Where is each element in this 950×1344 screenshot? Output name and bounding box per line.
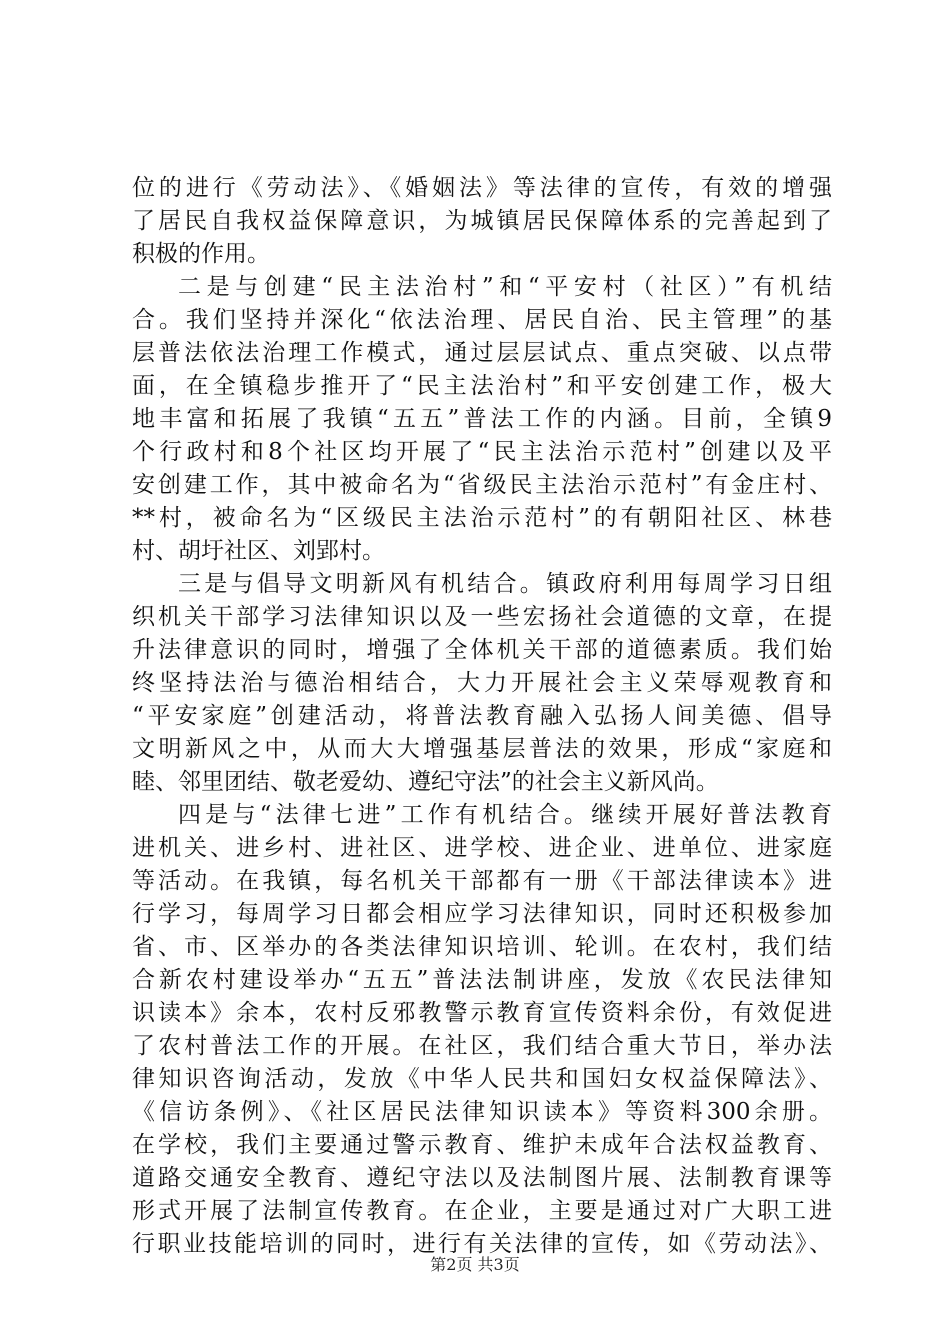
text-line: 行职业技能培训的同时，进行有关法律的宣传，如《劳动法》、 xyxy=(132,1231,832,1257)
text-line: 识读本》余本，农村反邪教警示教育宣传资料余份，有效促进 xyxy=(132,1000,832,1026)
text-line: 四是与“法律七进”工作有机结合。继续开展好普法教育 xyxy=(178,802,832,828)
text-line: 二是与创建“民主法治村”和“平安村（社区）”有机结 xyxy=(178,274,832,300)
text-line: 进机关、进乡村、进社区、进学校、进企业、进单位、进家庭 xyxy=(132,835,832,861)
text-line: 道路交通安全教育、遵纪守法以及法制图片展、法制教育课等 xyxy=(132,1165,832,1191)
text-line: 个行政村和8个社区均开展了“民主法治示范村”创建以及平 xyxy=(132,439,832,465)
text-line: 形式开展了法制宣传教育。在企业，主要是通过对广大职工进 xyxy=(132,1198,832,1224)
text-line: 了居民自我权益保障意识，为城镇居民保障体系的完善起到了 xyxy=(132,208,832,234)
text-line: 合。我们坚持并深化“依法治理、居民自治、民主管理”的基 xyxy=(132,307,832,333)
text-line: 睦、邻里团结、敬老爱幼、遵纪守法”的社会主义新风尚。 xyxy=(132,769,719,795)
text-line: **村，被命名为“区级民主法治示范村”的有朝阳社区、林巷 xyxy=(132,505,832,531)
text-line: 村、胡圩社区、刘郢村。 xyxy=(132,538,385,564)
text-line: 升法律意识的同时，增强了全体机关干部的道德素质。我们始 xyxy=(132,637,832,663)
text-line: 在学校，我们主要通过警示教育、维护未成年合法权益教育、 xyxy=(132,1132,832,1158)
text-line: 安创建工作，其中被命名为“省级民主法治示范村”有金庄村、 xyxy=(132,472,832,498)
text-line: 位的进行《劳动法》、《婚姻法》等法律的宣传，有效的增强 xyxy=(132,175,832,201)
text-line: 省、市、区举办的各类法律知识培训、轮训。在农村，我们结 xyxy=(132,934,832,960)
text-line: 终坚持法治与德治相结合，大力开展社会主义荣辱观教育和 xyxy=(132,670,832,696)
text-line: 《信访条例》、《社区居民法律知识读本》等资料300余册。 xyxy=(132,1099,832,1125)
text-line: 文明新风之中，从而大大增强基层普法的效果，形成“家庭和 xyxy=(132,736,832,762)
text-line: 等活动。在我镇，每名机关干部都有一册《干部法律读本》进 xyxy=(132,868,832,894)
text-line: 面，在全镇稳步推开了“民主法治村”和平安创建工作，极大 xyxy=(132,373,832,399)
text-line: 积极的作用。 xyxy=(132,241,270,267)
text-line: 三是与倡导文明新风有机结合。镇政府利用每周学习日组 xyxy=(178,571,832,597)
text-line: 合新农村建设举办“五五”普法法制讲座，发放《农民法律知 xyxy=(132,967,832,993)
body-text xyxy=(132,172,832,1261)
text-line: 律知识咨询活动，发放《中华人民共和国妇女权益保障法》、 xyxy=(132,1066,832,1092)
text-line: 地丰富和拓展了我镇“五五”普法工作的内涵。目前，全镇9 xyxy=(132,406,832,432)
text-line: “平安家庭”创建活动，将普法教育融入弘扬人间美德、倡导 xyxy=(132,703,832,729)
text-line: 层普法依法治理工作模式，通过层层试点、重点突破、以点带 xyxy=(132,340,832,366)
text-line: 织机关干部学习法律知识以及一些宏扬社会道德的文章，在提 xyxy=(132,604,832,630)
text-line: 了农村普法工作的开展。在社区，我们结合重大节日，举办法 xyxy=(132,1033,832,1059)
page-number-footer: 第2页 共3页 xyxy=(430,1255,520,1274)
text-line: 行学习，每周学习日都会相应学习法律知识，同时还积极参加 xyxy=(132,901,832,927)
